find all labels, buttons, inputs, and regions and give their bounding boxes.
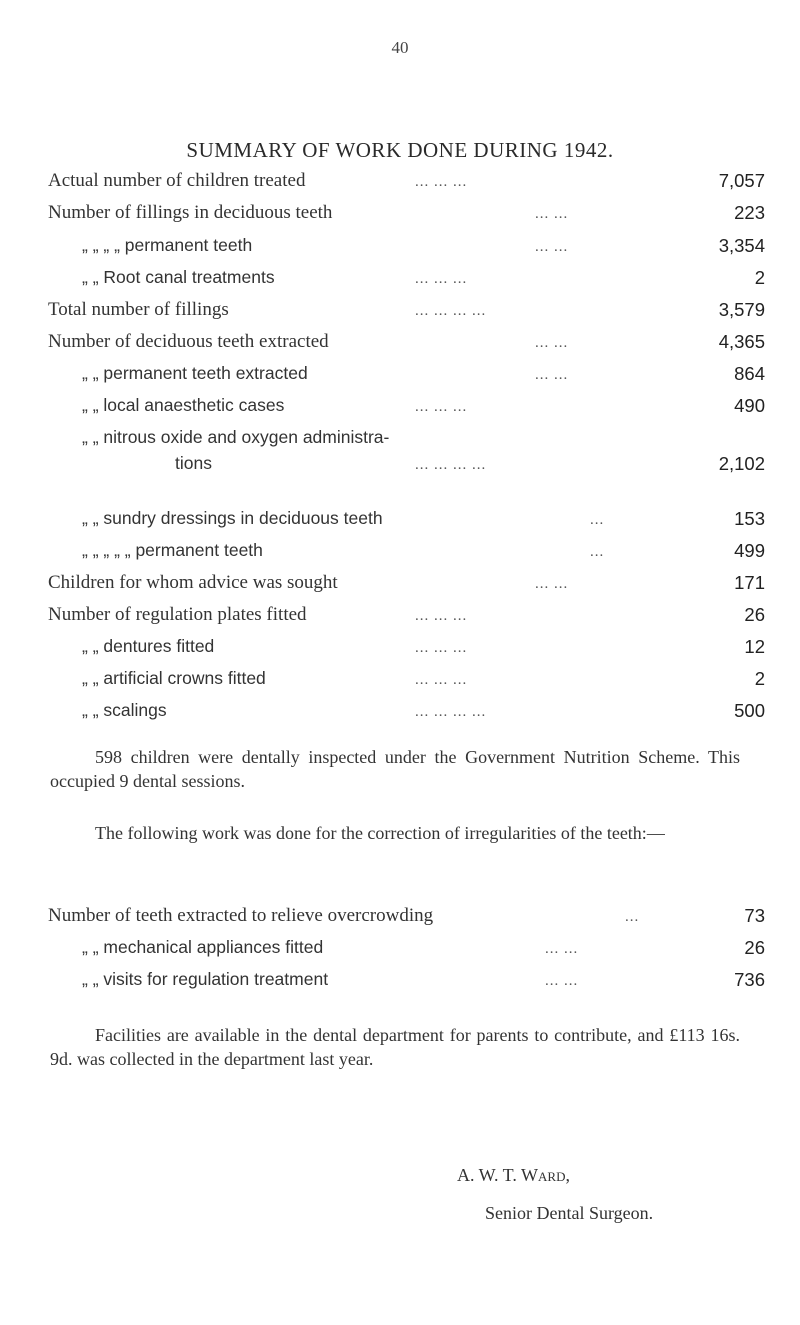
paragraph-nutrition-scheme: 598 children were dentally inspected under the Government Nutrition Scheme. This occupied 9 dental sessions.	[50, 747, 740, 791]
summary-row	[0, 668, 800, 698]
row-value: 153	[734, 508, 765, 529]
row-label: „ „ dentures fitted	[82, 636, 215, 656]
page-title: SUMMARY OF WORK DONE DURING 1942.	[186, 138, 614, 162]
summary-row	[0, 235, 800, 265]
signature-name: A. W. T. Ward,	[457, 1165, 570, 1185]
summary-row	[0, 700, 800, 730]
row-leader-dots: ... ... ...	[415, 174, 468, 190]
row-value: 500	[734, 700, 765, 721]
row-label: Number of teeth extracted to relieve overcrowding	[48, 905, 434, 926]
summary-row	[0, 267, 800, 297]
row-value: 490	[734, 395, 765, 416]
row-value: 26	[744, 937, 765, 958]
row-label: Children for whom advice was sought	[48, 572, 338, 593]
row-leader-dots: ... ... ... ...	[415, 704, 487, 720]
row-value: 864	[734, 363, 765, 384]
row-label: „ „ scalings	[82, 700, 167, 720]
row-leader-dots: ...	[590, 512, 605, 528]
row-label: „ „ nitrous oxide and oxygen administra-	[82, 427, 390, 447]
row-label: Number of fillings in deciduous teeth	[48, 202, 333, 223]
row-value: 223	[734, 202, 765, 223]
summary-row	[0, 202, 800, 232]
summary-row	[0, 508, 800, 538]
row-leader-dots: ... ...	[545, 941, 579, 957]
page-number: 40	[391, 38, 409, 57]
row-value: 26	[744, 604, 765, 625]
row-leader-dots: ... ...	[545, 973, 579, 989]
row-label: „ „ „ „ „ permanent teeth	[82, 540, 263, 560]
summary-row	[0, 604, 800, 634]
row-label: „ „ visits for regulation treatment	[82, 969, 329, 989]
row-leader-dots: ... ... ... ...	[415, 457, 487, 473]
row-label: „ „ „ „ permanent teeth	[82, 235, 253, 255]
correction-row	[0, 905, 800, 935]
row-value: 171	[734, 572, 765, 593]
row-value: 4,365	[718, 331, 765, 352]
row-value: 73	[744, 905, 765, 926]
row-value: 2	[754, 267, 765, 288]
row-label: „ „ artificial crowns fitted	[82, 668, 266, 688]
row-leader-dots: ...	[590, 544, 605, 560]
signature-role: Senior Dental Surgeon.	[485, 1203, 654, 1223]
row-leader-dots: ... ...	[535, 206, 569, 222]
summary-row	[0, 453, 800, 483]
row-label: „ „ local anaesthetic cases	[82, 395, 285, 415]
row-leader-dots: ... ... ...	[415, 271, 468, 287]
row-value: 7,057	[718, 170, 765, 191]
row-leader-dots: ... ... ... ...	[415, 303, 487, 319]
row-label: „ „ Root canal treatments	[82, 267, 275, 287]
row-label: „ „ mechanical appliances fitted	[82, 937, 324, 957]
summary-row	[0, 363, 800, 393]
summary-row	[0, 636, 800, 666]
correction-row	[0, 937, 800, 967]
row-value: 3,579	[718, 299, 765, 320]
row-value: 3,354	[718, 235, 765, 256]
summary-row	[0, 540, 800, 570]
row-leader-dots: ... ... ...	[415, 608, 468, 624]
row-value: 2	[754, 668, 765, 689]
summary-row	[0, 572, 800, 602]
row-leader-dots: ... ... ...	[415, 640, 468, 656]
row-label: Number of deciduous teeth extracted	[48, 331, 329, 352]
row-leader-dots: ... ...	[535, 335, 569, 351]
correction-row	[0, 969, 800, 999]
row-label: Total number of fillings	[48, 299, 229, 320]
row-value: 12	[744, 636, 765, 657]
row-label: „ „ permanent teeth extracted	[82, 363, 308, 383]
row-leader-dots: ... ...	[535, 367, 569, 383]
paragraph-facilities: Facilities are available in the dental department for parents to contribute, and £113 16s. 9d. was collected in the department last year.	[50, 1025, 740, 1069]
row-label: Number of regulation plates fitted	[48, 604, 307, 625]
row-leader-dots: ... ...	[535, 576, 569, 592]
row-label: Actual number of children treated	[48, 170, 306, 191]
row-value: 2,102	[718, 453, 765, 474]
summary-row	[0, 299, 800, 329]
summary-row	[0, 331, 800, 361]
row-leader-dots: ... ...	[535, 239, 569, 255]
summary-row	[0, 170, 800, 200]
paragraph-irregularities: The following work was done for the correction of irregularities of the teeth:—	[95, 823, 665, 843]
summary-row	[0, 395, 800, 425]
row-value: 499	[734, 540, 765, 561]
row-leader-dots: ...	[625, 909, 640, 925]
row-label: „ „ sundry dressings in deciduous teeth	[82, 508, 383, 528]
row-label: tions	[175, 453, 212, 473]
row-value: 736	[734, 969, 765, 990]
row-leader-dots: ... ... ...	[415, 399, 468, 415]
row-leader-dots: ... ... ...	[415, 672, 468, 688]
